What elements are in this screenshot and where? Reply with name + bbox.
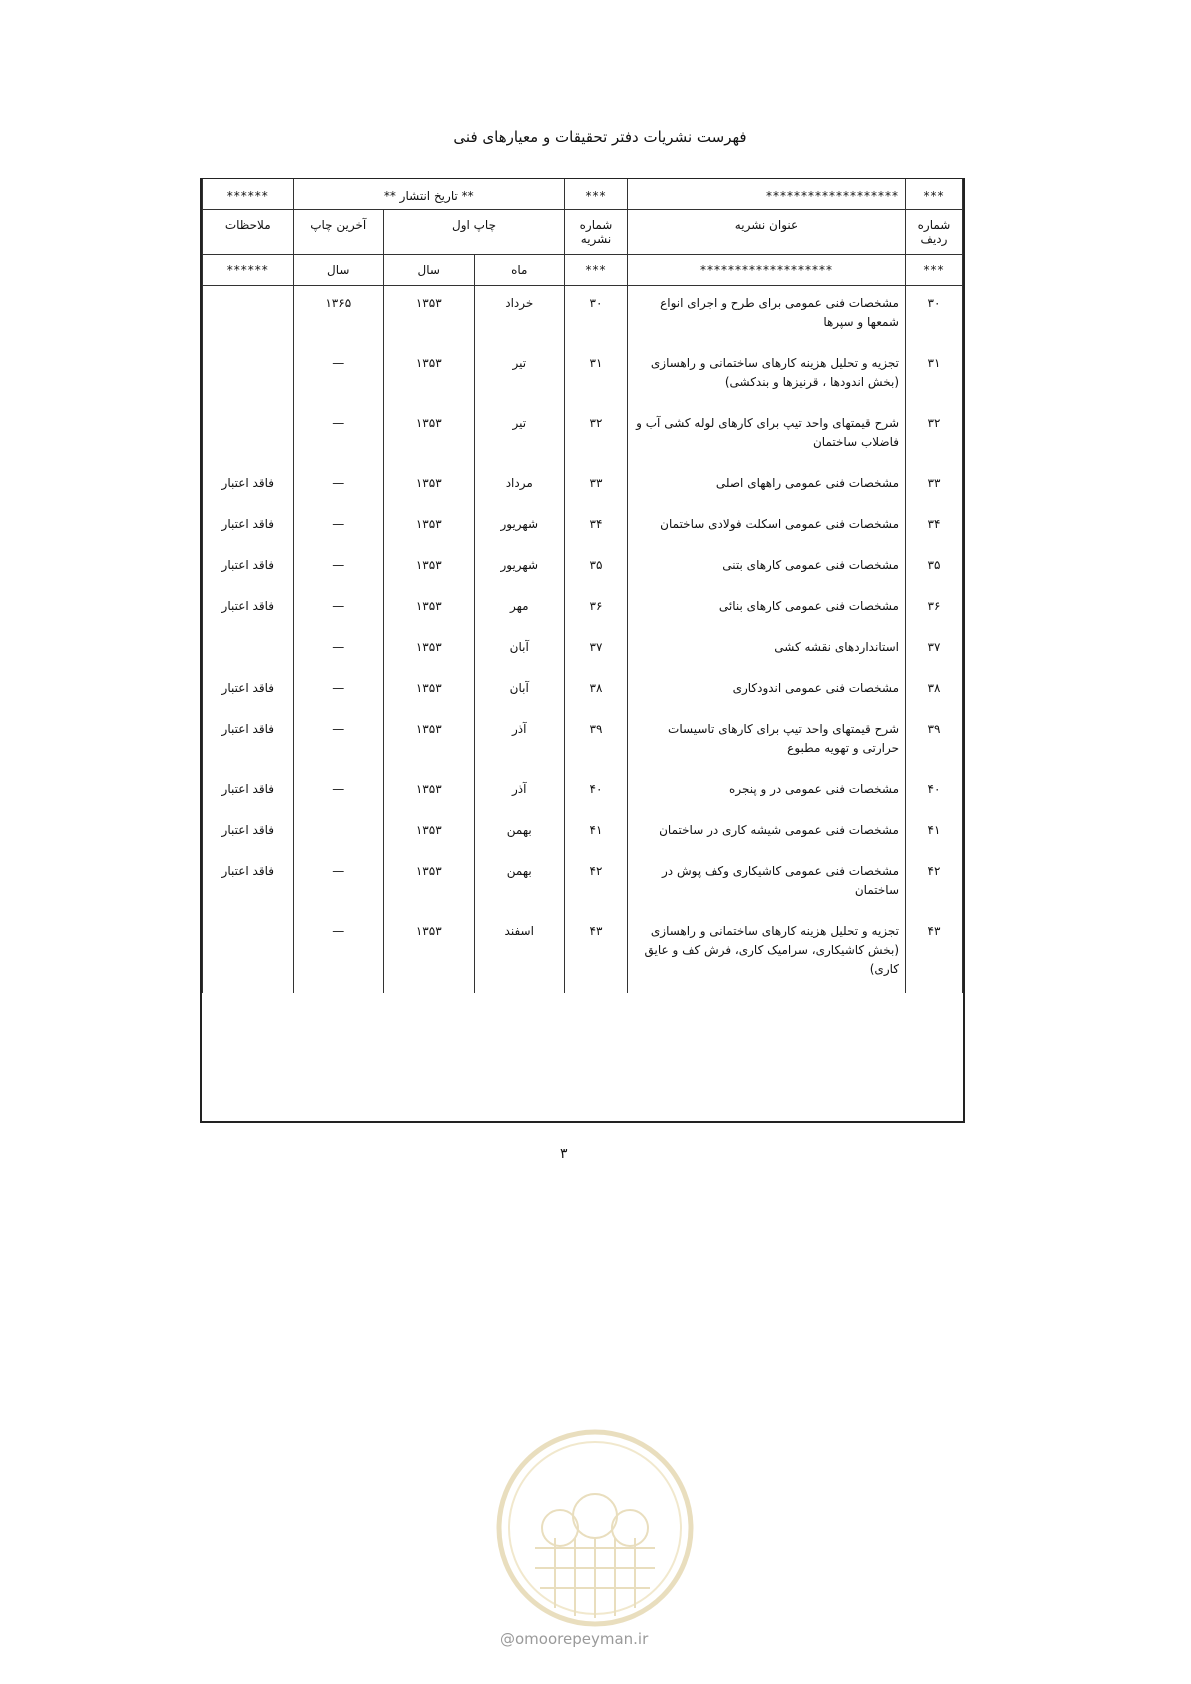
notes-cell — [203, 406, 294, 466]
table-row — [203, 630, 963, 671]
month-cell: آذر — [474, 712, 565, 772]
title-cell: مشخصات فنی عمومی برای طرح و اجرای انواع شمعها و سپرها — [628, 286, 906, 347]
pub-number-cell: ۴۱ — [565, 813, 628, 854]
row-number-cell: ۴۲ — [906, 854, 963, 914]
table-row — [203, 507, 963, 548]
pub-number-cell: ۳۴ — [565, 507, 628, 548]
row-number-cell: ۳۳ — [906, 466, 963, 507]
header-row-number: شماره ردیف — [906, 210, 963, 255]
table-row — [203, 772, 963, 813]
title-cell: مشخصات فنی عمومی راههای اصلی — [628, 466, 906, 507]
table-row — [203, 346, 963, 406]
year-cell: ۱۳۵۳ — [384, 548, 475, 589]
header-pub-stars-2: *** — [565, 255, 628, 286]
table-row — [203, 854, 963, 914]
month-cell: تیر — [474, 406, 565, 466]
table-row — [203, 914, 963, 993]
watermark-logo — [490, 1428, 700, 1628]
header-notes-stars-2: ****** — [203, 255, 294, 286]
month-cell: آذر — [474, 772, 565, 813]
title-cell: مشخصات فنی عمومی اسکلت فولادی ساختمان — [628, 507, 906, 548]
row-number-cell: ۳۸ — [906, 671, 963, 712]
table-row — [203, 671, 963, 712]
row-number-cell: ۳۷ — [906, 630, 963, 671]
table-row — [203, 548, 963, 589]
header-stars-row — [203, 179, 963, 210]
header-date-group: ** تاریخ انتشار ** — [293, 179, 565, 210]
header-notes: ملاحظات — [203, 210, 294, 255]
watermark-site: @omoorepeyman.ir — [500, 1630, 649, 1648]
last-print-cell: — — [293, 854, 384, 914]
table-row — [203, 589, 963, 630]
table-row — [203, 286, 963, 347]
last-print-cell: — — [293, 914, 384, 993]
last-print-cell: — — [293, 630, 384, 671]
notes-cell — [203, 346, 294, 406]
notes-cell — [203, 630, 294, 671]
header-pub-title: عنوان نشریه — [628, 210, 906, 255]
publications-table — [200, 178, 965, 1123]
table-row — [203, 466, 963, 507]
notes-cell: فاقد اعتبار — [203, 589, 294, 630]
table-row — [203, 712, 963, 772]
header-first-print: چاپ اول — [384, 210, 565, 255]
row-number-cell: ۳۴ — [906, 507, 963, 548]
year-cell: ۱۳۵۳ — [384, 507, 475, 548]
last-print-cell: — — [293, 589, 384, 630]
table-row — [203, 813, 963, 854]
row-number-cell: ۴۰ — [906, 772, 963, 813]
notes-cell: فاقد اعتبار — [203, 548, 294, 589]
year-cell: ۱۳۵۳ — [384, 346, 475, 406]
last-print-cell: — — [293, 346, 384, 406]
last-print-cell: — — [293, 772, 384, 813]
last-print-cell: — — [293, 406, 384, 466]
header-month: ماه — [474, 255, 565, 286]
year-cell: ۱۳۵۳ — [384, 286, 475, 347]
table-row — [203, 406, 963, 466]
pub-number-cell: ۴۳ — [565, 914, 628, 993]
month-cell: آبان — [474, 630, 565, 671]
row-number-cell: ۳۲ — [906, 406, 963, 466]
year-cell: ۱۳۵۳ — [384, 466, 475, 507]
row-number-cell: ۳۶ — [906, 589, 963, 630]
month-cell: تیر — [474, 346, 565, 406]
header-row-stars: *** — [906, 179, 963, 210]
year-cell: ۱۳۵۳ — [384, 772, 475, 813]
header-year-last: سال — [293, 255, 384, 286]
document-title: فهرست نشریات دفتر تحقیقات و معیارهای فنی — [453, 128, 747, 146]
header-title-stars: ******************* — [628, 179, 906, 210]
title-cell: استانداردهای نقشه کشی — [628, 630, 906, 671]
header-title-stars-2: ******************* — [628, 255, 906, 286]
last-print-cell: — — [293, 671, 384, 712]
last-print-cell: ۱۳۶۵ — [293, 286, 384, 347]
title-cell: مشخصات فنی عمومی کاشیکاری وکف پوش در ساختمان — [628, 854, 906, 914]
year-cell: ۱۳۵۳ — [384, 406, 475, 466]
header-notes-stars: ****** — [203, 179, 294, 210]
pub-number-cell: ۳۵ — [565, 548, 628, 589]
header-labels-row — [203, 210, 963, 255]
month-cell: خرداد — [474, 286, 565, 347]
header-last-print: آخرین چاپ — [293, 210, 384, 255]
last-print-cell: — — [293, 507, 384, 548]
title-cell: مشخصات فنی عمومی کارهای بتنی — [628, 548, 906, 589]
last-print-cell: — — [293, 548, 384, 589]
notes-cell: فاقد اعتبار — [203, 466, 294, 507]
title-cell: مشخصات فنی عمومی در و پنجره — [628, 772, 906, 813]
last-print-cell — [293, 813, 384, 854]
month-cell: مهر — [474, 589, 565, 630]
header-stars-row-2 — [203, 255, 963, 286]
row-number-cell: ۳۵ — [906, 548, 963, 589]
notes-cell — [203, 914, 294, 993]
pub-number-cell: ۳۶ — [565, 589, 628, 630]
pub-number-cell: ۳۲ — [565, 406, 628, 466]
pub-number-cell: ۴۰ — [565, 772, 628, 813]
pub-number-cell: ۳۳ — [565, 466, 628, 507]
month-cell: آبان — [474, 671, 565, 712]
table-body — [203, 286, 963, 994]
pub-number-cell: ۳۱ — [565, 346, 628, 406]
notes-cell: فاقد اعتبار — [203, 671, 294, 712]
last-print-cell: — — [293, 466, 384, 507]
page-number: ۳ — [560, 1146, 568, 1162]
header-year: سال — [384, 255, 475, 286]
month-cell: مرداد — [474, 466, 565, 507]
month-cell: بهمن — [474, 854, 565, 914]
watermark-seal-icon — [490, 1428, 700, 1628]
title-cell: تجزیه و تحلیل هزینه کارهای ساختمانی و راهسازی (بخش کاشیکاری، سرامیک کاری، فرش کف و عایق کاری) — [628, 914, 906, 993]
row-number-cell: ۳۱ — [906, 346, 963, 406]
pub-number-cell: ۳۷ — [565, 630, 628, 671]
pub-number-cell: ۳۰ — [565, 286, 628, 347]
notes-cell: فاقد اعتبار — [203, 507, 294, 548]
month-cell: اسفند — [474, 914, 565, 993]
pub-number-cell: ۳۸ — [565, 671, 628, 712]
title-cell: شرح قیمتهای واحد تیپ برای کارهای تاسیسات حرارتی و تهویه مطبوع — [628, 712, 906, 772]
pub-number-cell: ۴۲ — [565, 854, 628, 914]
year-cell: ۱۳۵۳ — [384, 671, 475, 712]
title-cell: تجزیه و تحلیل هزینه کارهای ساختمانی و راهسازی (بخش اندودها ، قرنیزها و بندکشی) — [628, 346, 906, 406]
row-number-cell: ۴۱ — [906, 813, 963, 854]
notes-cell — [203, 286, 294, 347]
header-pub-number: شماره نشریه — [565, 210, 628, 255]
notes-cell: فاقد اعتبار — [203, 854, 294, 914]
header-pub-stars: *** — [565, 179, 628, 210]
row-number-cell: ۳۹ — [906, 712, 963, 772]
last-print-cell: — — [293, 712, 384, 772]
month-cell: شهریور — [474, 507, 565, 548]
title-cell: مشخصات فنی عمومی اندودکاری — [628, 671, 906, 712]
month-cell: بهمن — [474, 813, 565, 854]
year-cell: ۱۳۵۳ — [384, 854, 475, 914]
pub-number-cell: ۳۹ — [565, 712, 628, 772]
title-cell: مشخصات فنی عمومی کارهای بنائی — [628, 589, 906, 630]
title-cell: مشخصات فنی عمومی شیشه کاری در ساختمان — [628, 813, 906, 854]
year-cell: ۱۳۵۳ — [384, 712, 475, 772]
year-cell: ۱۳۵۳ — [384, 630, 475, 671]
row-number-cell: ۴۳ — [906, 914, 963, 993]
year-cell: ۱۳۵۳ — [384, 589, 475, 630]
notes-cell: فاقد اعتبار — [203, 813, 294, 854]
year-cell: ۱۳۵۳ — [384, 813, 475, 854]
year-cell: ۱۳۵۳ — [384, 914, 475, 993]
title-cell: شرح قیمتهای واحد تیپ برای کارهای لوله کشی آب و فاضلاب ساختمان — [628, 406, 906, 466]
header-row-stars-2: *** — [906, 255, 963, 286]
notes-cell: فاقد اعتبار — [203, 772, 294, 813]
row-number-cell: ۳۰ — [906, 286, 963, 347]
notes-cell: فاقد اعتبار — [203, 712, 294, 772]
month-cell: شهریور — [474, 548, 565, 589]
